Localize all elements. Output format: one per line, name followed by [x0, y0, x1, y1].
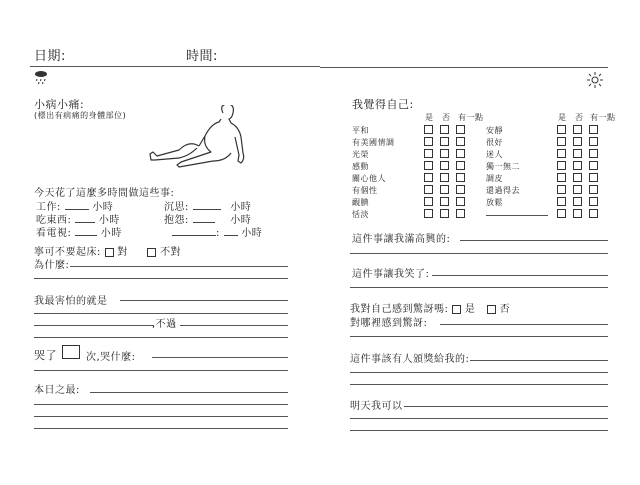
answer-line[interactable]: [460, 240, 608, 241]
trait-no-checkbox[interactable]: [573, 149, 582, 158]
proud-label: 這件事讓我滿高興的:: [352, 234, 451, 245]
trait-label: 有美國情調: [352, 138, 395, 147]
answer-line[interactable]: [350, 287, 608, 288]
time-item-label: 工作:: [36, 202, 61, 213]
answer-line[interactable]: [34, 337, 288, 338]
answer-line[interactable]: [34, 278, 288, 279]
trait-yes-checkbox[interactable]: [557, 209, 566, 218]
hours-unit: 小時: [92, 202, 114, 213]
answer-line[interactable]: [70, 266, 288, 267]
trait-somewhat-checkbox[interactable]: [589, 197, 598, 206]
col-header-somewhat: 有一點: [458, 113, 484, 122]
answer-line[interactable]: [470, 360, 608, 361]
trait-no-checkbox[interactable]: [573, 185, 582, 194]
time-item-label: 抱怨:: [164, 215, 189, 226]
trait-no-checkbox[interactable]: [573, 173, 582, 182]
answer-line[interactable]: [440, 324, 608, 325]
trait-yes-checkbox[interactable]: [557, 173, 566, 182]
yes-checkbox[interactable]: [452, 305, 461, 314]
trait-label: 感動: [352, 162, 369, 171]
trait-no-checkbox[interactable]: [573, 209, 582, 218]
date-label: 日期:: [34, 49, 66, 64]
trait-label: 關心他人: [352, 174, 386, 183]
question-label: 我對自己感到驚訝嗎:: [350, 304, 449, 315]
trait-yes-checkbox[interactable]: [557, 137, 566, 146]
tomorrow-label: 明天我可以: [350, 401, 403, 412]
trait-label: 光榮: [352, 150, 369, 159]
hours-unit: 小時: [230, 202, 252, 213]
but-label: ,不過: [152, 319, 177, 330]
yes-label: 對: [117, 247, 128, 258]
trait-no-checkbox[interactable]: [573, 161, 582, 170]
trait-row: [0, 160, 640, 172]
answer-line[interactable]: [350, 253, 608, 254]
time-item-label: 看電視:: [36, 228, 72, 239]
trait-somewhat-checkbox[interactable]: [589, 209, 598, 218]
trait-label: 安靜: [486, 126, 503, 135]
custom-activity-input[interactable]: [172, 227, 216, 236]
sun-icon: [586, 71, 604, 89]
time-item-label: :: [216, 228, 220, 239]
trait-no-checkbox[interactable]: [573, 137, 582, 146]
no-checkbox[interactable]: [147, 248, 156, 257]
answer-line[interactable]: [350, 372, 608, 373]
surprised-question: [350, 300, 510, 315]
laugh-label: 這件事讓我笑了:: [352, 269, 430, 280]
answer-line[interactable]: [152, 357, 288, 358]
trait-label: 獨一無二: [486, 162, 520, 171]
trait-row: [0, 196, 640, 208]
cry-suffix: 次,哭什麼:: [86, 352, 136, 363]
rain-cloud-icon: [34, 69, 48, 85]
answer-line[interactable]: [180, 325, 288, 326]
hours-unit: 小時: [98, 215, 120, 226]
feel-title: 我覺得自己:: [352, 98, 414, 111]
answer-line[interactable]: [34, 428, 288, 429]
col-header-no: 否: [575, 113, 584, 122]
what-label: 對哪裡感到驚訝:: [350, 318, 428, 329]
answer-line[interactable]: [404, 406, 608, 407]
trait-somewhat-checkbox[interactable]: [589, 137, 598, 146]
answer-line[interactable]: [34, 416, 288, 417]
hours-unit: 小時: [100, 228, 122, 239]
trait-row: [0, 124, 640, 136]
header-rule: [320, 67, 608, 68]
trait-row: [0, 208, 640, 220]
trait-yes-checkbox[interactable]: [557, 161, 566, 170]
trait-label: 調皮: [486, 174, 503, 183]
answer-line[interactable]: [432, 275, 608, 276]
hours-unit: 小時: [241, 228, 263, 239]
trait-label: 恬淡: [352, 210, 369, 219]
trait-yes-checkbox[interactable]: [557, 125, 566, 134]
hours-input[interactable]: [75, 227, 97, 236]
trait-label: 靦腆: [352, 198, 369, 207]
trait-label: 還過得去: [486, 186, 520, 195]
answer-line[interactable]: [350, 384, 608, 385]
answer-line[interactable]: [34, 313, 288, 314]
col-header-yes: 是: [558, 113, 567, 122]
trait-row: [0, 184, 640, 196]
custom-trait-line[interactable]: [486, 215, 548, 216]
fear-label: 我最害怕的就是: [34, 296, 108, 307]
time-spent-title: 今天花了這麼多時間做這些事:: [34, 188, 175, 199]
aches-title: 小病小痛:: [34, 98, 85, 111]
no-checkbox[interactable]: [487, 305, 496, 314]
time-item-label: 沉思:: [164, 202, 189, 213]
answer-line[interactable]: [34, 325, 154, 326]
trait-yes-checkbox[interactable]: [557, 185, 566, 194]
trait-label: 很好: [486, 138, 503, 147]
answer-line[interactable]: [34, 370, 288, 371]
trait-no-checkbox[interactable]: [573, 197, 582, 206]
hours-unit: 小時: [230, 215, 252, 226]
praise-label: 這件事該有人頒獎給我的:: [350, 354, 470, 365]
trait-label: 平和: [352, 126, 369, 135]
trait-row: [0, 148, 640, 160]
col-header-somewhat: 有一點: [590, 113, 616, 122]
why-label: 為什麼:: [34, 260, 70, 271]
answer-line[interactable]: [34, 404, 288, 405]
time-item-tv: [36, 224, 122, 239]
time-item-label: 吃東西:: [36, 215, 72, 226]
question-label: 寧可不要起床:: [34, 247, 101, 258]
cry-count-box[interactable]: [62, 345, 80, 359]
trait-yes-checkbox[interactable]: [557, 149, 566, 158]
answer-line[interactable]: [90, 392, 288, 393]
cry-prefix: 哭了: [34, 349, 57, 362]
yes-label: 是: [464, 304, 476, 315]
trait-no-checkbox[interactable]: [573, 125, 582, 134]
time-item-custom: [172, 224, 262, 239]
answer-line[interactable]: [350, 418, 608, 419]
col-header-yes: 是: [425, 113, 434, 122]
trait-yes-checkbox[interactable]: [557, 197, 566, 206]
trait-label: 放鬆: [486, 198, 503, 207]
yes-checkbox[interactable]: [105, 248, 114, 257]
trait-somewhat-checkbox[interactable]: [589, 125, 598, 134]
time-label: 時間:: [186, 49, 218, 64]
hours-input[interactable]: [224, 227, 238, 236]
trait-somewhat-checkbox[interactable]: [589, 185, 598, 194]
trait-row: [0, 136, 640, 148]
trait-row: [0, 172, 640, 184]
trait-somewhat-checkbox[interactable]: [589, 161, 598, 170]
no-label: 否: [499, 304, 511, 315]
answer-line[interactable]: [350, 336, 608, 337]
best-label: 本日之最:: [34, 385, 80, 396]
answer-line[interactable]: [350, 430, 608, 431]
trait-label: 迷人: [486, 150, 503, 159]
answer-line[interactable]: [120, 300, 288, 301]
col-header-no: 否: [442, 113, 451, 122]
aches-subtitle: (標出有病痛的身體部位): [34, 111, 127, 120]
trait-somewhat-checkbox[interactable]: [589, 149, 598, 158]
header-rule: [30, 66, 320, 67]
trait-label: 有個性: [352, 186, 378, 195]
no-label: 不對: [160, 247, 182, 258]
trait-somewhat-checkbox[interactable]: [589, 173, 598, 182]
